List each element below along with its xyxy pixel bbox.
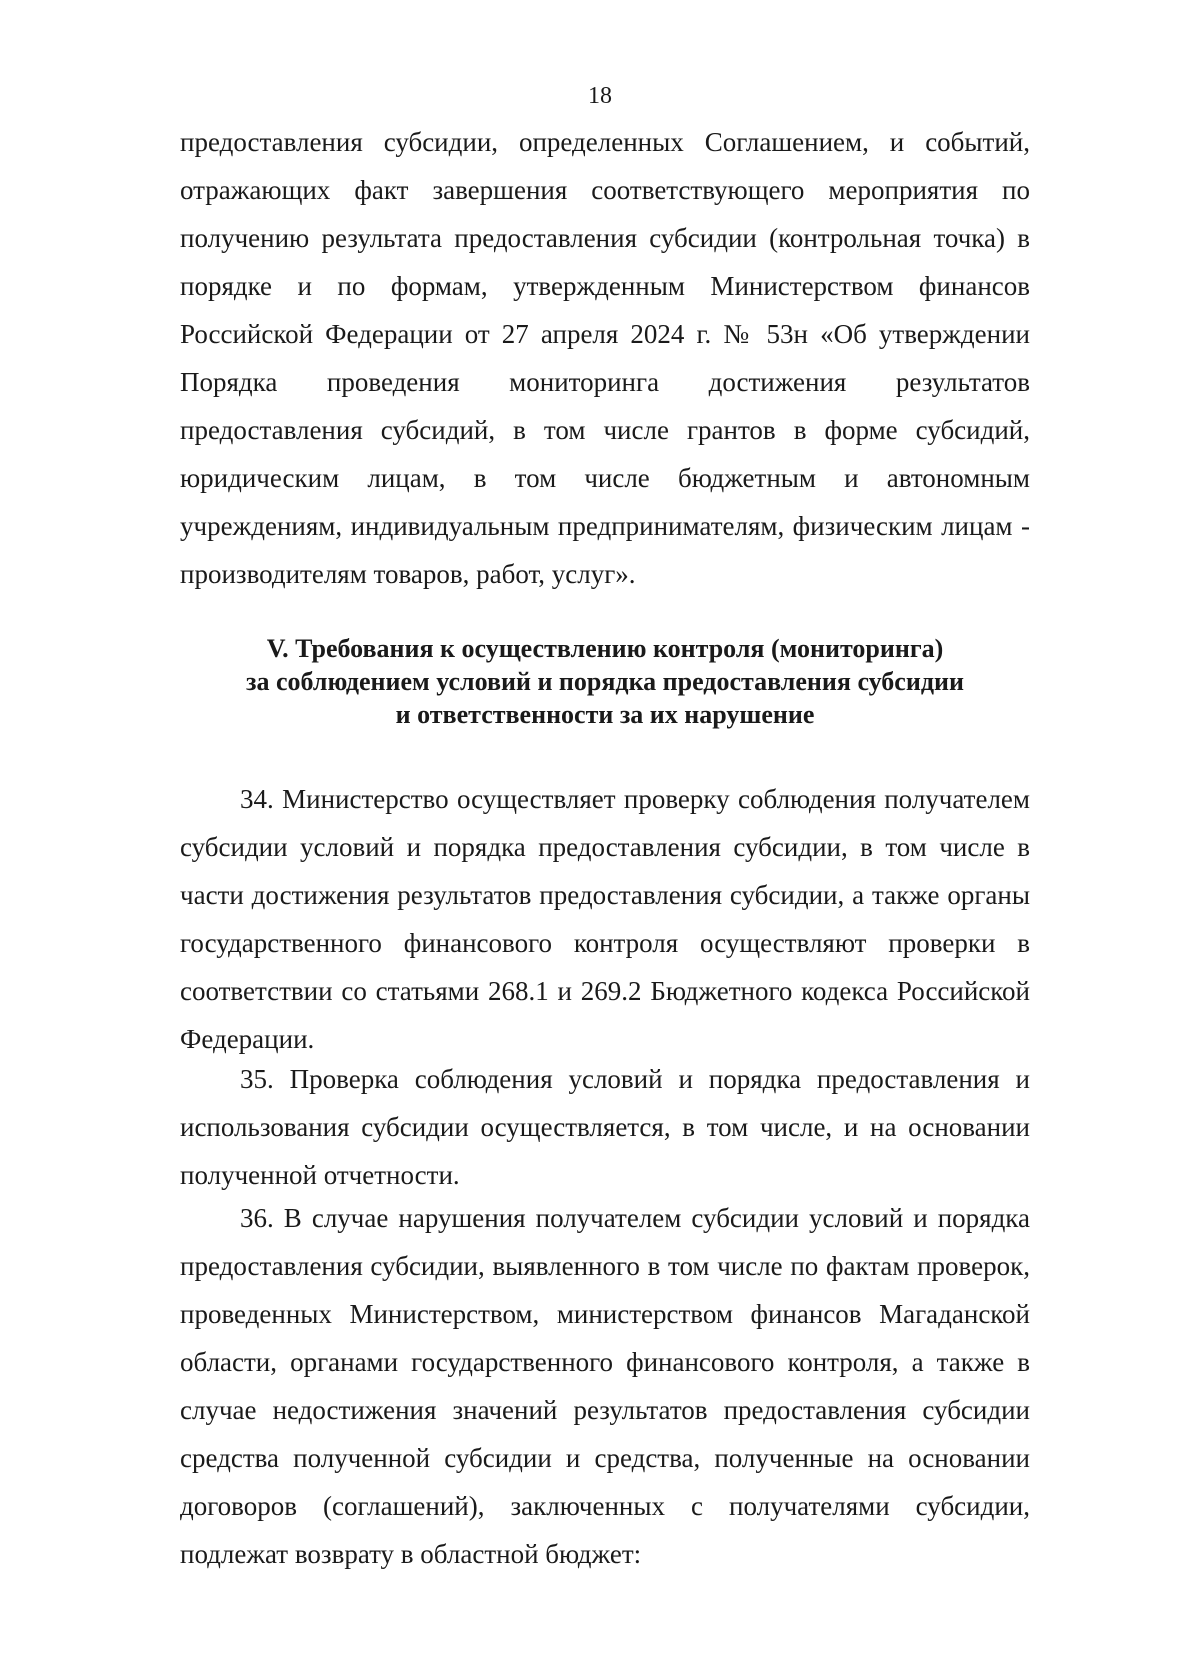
section-heading-line-1: V. Требования к осуществлению контроля (мониторинга) — [266, 634, 944, 663]
paragraph-36: 36. В случае нарушения получателем субсидии условий и порядка предоставления субсидии, выявленного в том числе по фактам проверок, проведенных Министерством, министерством финансов Магаданской области, органами государственного финансового контроля, а также в случае недостижения значений результатов предоставления субсидии средства полученной субсидии и средства, полученные на основании договоров (соглашений), заключенных с получателями субсидии, подлежат возврату в областной бюджет: — [180, 1203, 1030, 1569]
continuation-paragraph: предоставления субсидии, определенных Соглашением, и событий, отражающих факт завершения соответствующего мероприятия по получению результата предоставления субсидии (контрольная точка) в порядке и по формам, утвержденным Министерством финансов Российской Федерации от 27 апреля 2024 г. № 53н «Об утверждении Порядка проведения мониторинга достижения результатов предоставления субсидий, в том числе грантов в форме субсидий, юридическим лицам, в том числе бюджетным и автономным учреждениям, индивидуальным предпринимателям, физическим лицам - производителям товаров, работ, услуг». — [180, 127, 1030, 589]
paragraph-34: 34. Министерство осуществляет проверку соблюдения получателем субсидии условий и порядка предоставления субсидии, в том числе в части достижения результатов предоставления субсидии, а также органы государственного финансового контроля осуществляют проверки в соответствии со статьями 268.1 и 269.2 Бюджетного кодекса Российской Федерации. — [180, 784, 1030, 1054]
page-number: 18 — [588, 83, 612, 109]
section-heading-line-2: за соблюдением условий и порядка предоставления субсидии — [246, 667, 964, 696]
section-heading — [180, 632, 1030, 731]
section-heading-line-3: и ответственности за их нарушение — [395, 700, 815, 729]
paragraph-35: 35. Проверка соблюдения условий и порядка предоставления и использования субсидии осуществляется, в том числе, и на основании полученной отчетности. — [180, 1064, 1030, 1190]
